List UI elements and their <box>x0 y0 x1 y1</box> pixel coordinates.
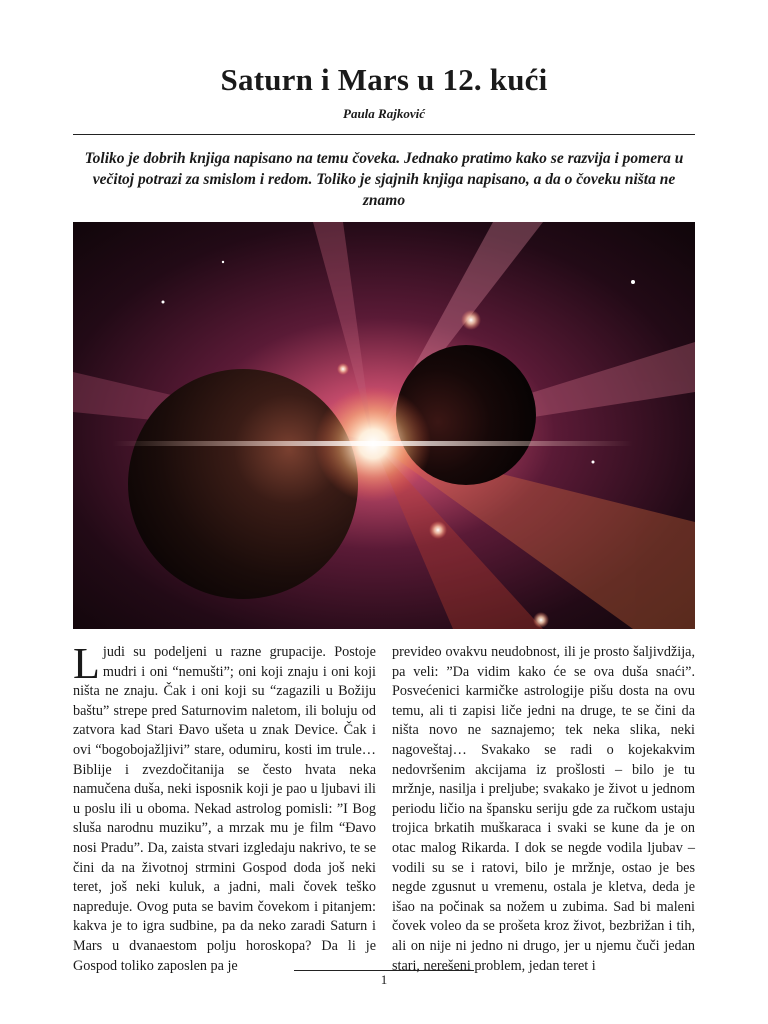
star <box>592 461 595 464</box>
body-text-left: judi su podeljeni u razne grupacije. Postoje mudri i oni “nemušti”; oni koji znaju i oni koji ništa ne znaju. Čak i oni koji su “zagazili u Božiju baštu” strepe pred Saturnovim naletom, ili boluju od zatvora kad Stari Đavo ušeta u znak Device. Čak i ovi “bogobojažljivi” stare, odumiru, kosti im trule… Biblije i zvezdočitanija se često hvata neka namučena duša, neki isposnik koji je pao u ljubavi ili u poslu ili u oboma. Nekad astrolog pomisli: ”I Bog sluša narodnu muziku”, a mrzak mu je film “Đavo nosi Pradu”. Da, zaista stvari izgledaju nakrivo, te se čini da na životnoj strmini Gospod doda još neki teret, još neki kuluk, a jadni, mali čovek teško napreduje. Ovog puta se bavim čovekom i pitanjem: kakva je to igra sudbine, pa da neko zaradi Saturn i Mars u dvanaestom polju horoskopa? Da li je Gospod toliko zaposlen pa je <box>73 644 376 974</box>
body-column-right <box>392 643 695 976</box>
planet-left <box>128 369 358 599</box>
drop-cap: L <box>73 639 100 688</box>
page-number: 1 <box>380 972 388 987</box>
star <box>162 301 165 304</box>
star <box>461 310 481 330</box>
star <box>631 280 635 284</box>
body-column-left <box>73 639 376 976</box>
article-lede: Toliko je dobrih knjiga napisano na temu čoveka. Jednako pratimo kako se razvija i pomera u večitoj potrazi za smislom i redom. Toliko je sjajnih knjiga napisano, a da o čoveku ništa ne znamo <box>84 150 684 209</box>
star <box>533 612 549 628</box>
lens-flare <box>113 441 633 446</box>
star <box>429 521 447 539</box>
star <box>222 261 224 263</box>
title-divider <box>73 134 695 135</box>
body-text-right: prevideo ovakvu neudobnost, ili je prosto šaljivdžija, pa veli: ”Da vidim kako će se ova duša snaći”. Posvećenici karmičke astrologije pišu dosta na ovu temu, ali ti zapisi liče jedni na druge, te se čini da ništa novo ne saznajemo; tek neka slika, neki nagoveštaj… Svakako se radi o kojekakvim nedovršenim akcijama iz prošlosti – bilo je tu mržnje, nasilja i preljube; svakako je život u jednom periodu ličio na špansku seriju gde za ručkom ustaju trojica brkatih muškaraca i svaki se kune da je on otac malog Rikarda. I dok se negde vodila ljubav – vodili su se i ratovi, bilo je mržnje, ostao je bes negde zgusnut u vremenu, ostala je kletva, deda je išao na počinak sa nožem u zubima. Sad bi maleni čovek voleo da se prošeta kroz život, bezbrižan i tih, ali on nije ni jedno ni drugo, jer u njemu čuči jedan stari, nerešeni problem, jedan teret i <box>392 644 695 974</box>
article-title: Saturn i Mars u 12. kući <box>220 62 548 97</box>
star <box>337 363 349 375</box>
article-author: Paula Rajković <box>343 106 425 121</box>
hero-image <box>73 222 695 629</box>
footer-divider <box>294 970 474 971</box>
space-illustration <box>73 222 695 629</box>
